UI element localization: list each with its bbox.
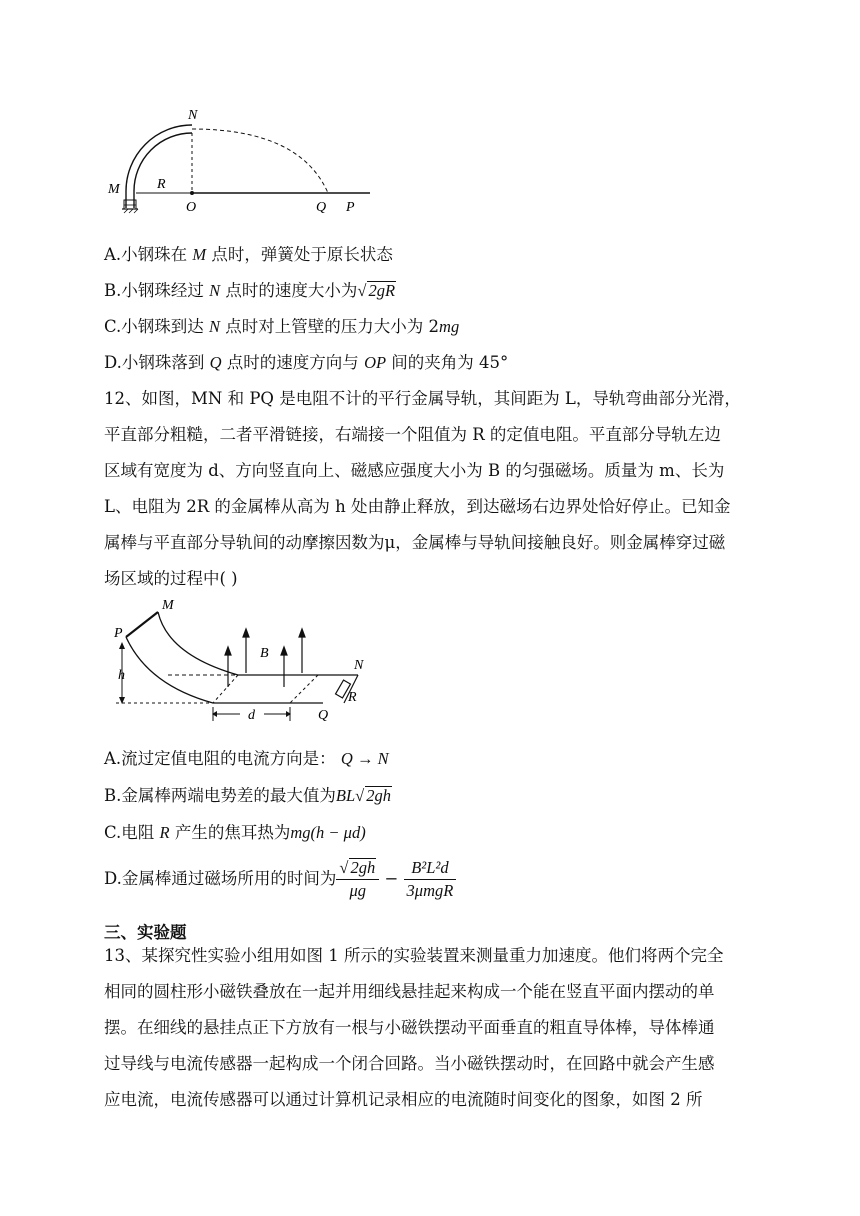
svg-text:d: d: [248, 708, 255, 723]
svg-text:M: M: [162, 598, 174, 613]
svg-text:P: P: [346, 200, 355, 215]
q11-option-a: A.小钢珠在 M 点时，弹簧处于原长状态: [104, 245, 393, 264]
q12-line-6: 场区域的过程中( ): [104, 569, 238, 588]
q11-option-b: B.小钢珠经过 N 点时的速度大小为√ 2gR: [104, 281, 396, 300]
svg-text:h: h: [118, 668, 125, 683]
svg-text:R: R: [348, 690, 357, 705]
svg-text:Q: Q: [316, 200, 327, 215]
q13-line-3: 摆。在细线的悬挂点正下方放有一根与小磁铁摆动平面垂直的粗直导体棒，导体棒通: [104, 1018, 715, 1037]
point-o: [190, 191, 194, 195]
q13-line-1: 13、某探究性实验小组用如图 1 所示的实验装置来测量重力加速度。他们将两个完全: [104, 946, 724, 965]
q13-line-2: 相同的圆柱形小磁铁叠放在一起并用细线悬挂起来构成一个能在竖直平面内摆动的单: [104, 982, 715, 1001]
svg-text:N: N: [188, 108, 198, 123]
rail-curve-back: [158, 612, 358, 675]
q11-option-d: D.小钢珠落到 Q 点时的速度方向与 OP 间的夹角为 45°: [104, 353, 509, 372]
svg-text:O: O: [186, 200, 197, 215]
section-title: 三、实验题: [104, 923, 187, 942]
svg-text:N: N: [354, 658, 364, 673]
q12-line-2: 平直部分粗糙，二者平滑链接，右端接一个阻值为 R 的定值电阻。平直部分导轨左边: [104, 425, 721, 444]
figure-tube-diagram: [100, 105, 400, 220]
rail-curve-front: [126, 637, 323, 703]
svg-text:P: P: [114, 626, 123, 641]
svg-text:M: M: [108, 182, 120, 197]
q12-line-3: 区域有宽度为 d、方向竖直向上、磁感应强度大小为 B 的匀强磁场。质量为 m、长为: [104, 461, 725, 480]
svg-text:Q: Q: [318, 708, 329, 723]
q11-option-c: C.小钢珠到达 N 点时对上管壁的压力大小为 2mg: [104, 317, 460, 336]
q12-line-4: L、电阻为 2R 的金属棒从高为 h 处由静止释放，到达磁场右边界处恰好停止。已知金: [104, 497, 731, 516]
tube-inner-arc: [134, 133, 192, 208]
tube-outer-arc: [126, 125, 192, 208]
q12-option-d: D.金属棒通过磁场所用的时间为 $\frac{√ 2gh}{\mu g}$ − $\frac{\text{B²L²d}}{\text{3μmgR}}$: [104, 856, 764, 902]
q12-option-a: A.流过定值电阻的电流方向是： Q → N: [104, 749, 389, 768]
q12-line-5: 属棒与平直部分导轨间的动摩擦因数为μ，金属棒与导轨间接触良好。则金属棒穿过磁: [104, 533, 726, 552]
figure-rail-diagram: [108, 595, 388, 730]
svg-text:R: R: [157, 177, 166, 192]
q13-line-5: 应电流，电流传感器可以通过计算机记录相应的电流随时间变化的图象，如图 2 所: [104, 1090, 703, 1109]
trajectory-dashed: [192, 129, 328, 193]
q13-line-4: 过导线与电流传感器一起构成一个闭合回路。当小磁铁摆动时，在回路中就会产生感: [104, 1054, 715, 1073]
metal-rod: [126, 612, 158, 637]
q12-option-b: B.金属棒两端电势差的最大值为BL√ 2gh: [104, 786, 391, 805]
q12-option-c: C.电阻 R 产生的焦耳热为mg(h − μd): [104, 823, 366, 842]
q12-line-1: 12、如图，MN 和 PQ 是电阻不计的平行金属导轨，其间距为 L，导轨弯曲部分光滑，: [104, 389, 741, 408]
svg-text:B: B: [260, 646, 269, 661]
